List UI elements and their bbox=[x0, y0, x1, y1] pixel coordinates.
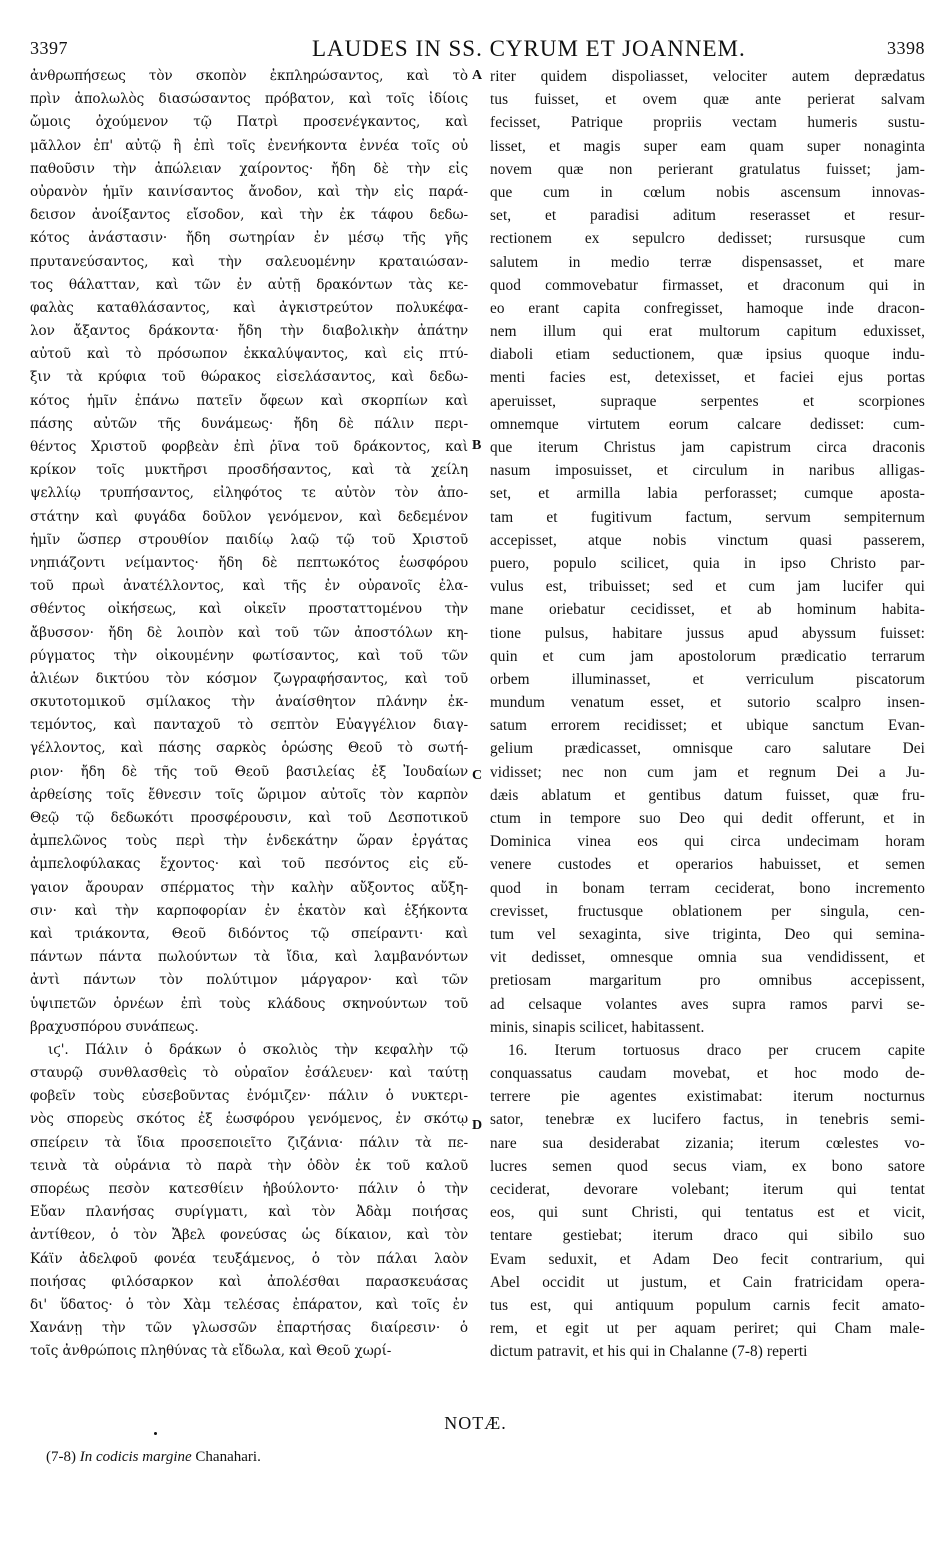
latin-text-line: eos, qui sunt Christi, qui tentatus est et vicit, bbox=[490, 1204, 925, 1222]
greek-text-line: πάντων πάντα πωλούντων τὰ ἴδια, καὶ λαμβανόντων bbox=[30, 949, 468, 966]
greek-text-line: τος θάλατταν, καὶ τῶν ἐν αὐτῇ δρακόντων τὰς κε- bbox=[30, 276, 468, 293]
latin-text-line: dictum patravit, et his qui in Chalanne (7-8) reperti bbox=[490, 1343, 808, 1361]
greek-text-line: ποιήσας φιλόσαρκον καὶ ἀπολέσθαι παρασκευάσας bbox=[30, 1273, 468, 1290]
latin-text-line: conquassatus caudam movebat, et hoc modo de- bbox=[490, 1065, 925, 1083]
footnote-text: Chanahari. bbox=[195, 1449, 261, 1465]
greek-text-line: Κάϊν ἀδελφοῦ φονέα τευξάμενος, ὁ τὸν πάλαι λαὸν bbox=[30, 1250, 468, 1267]
latin-text-line: tus est, qui antiquum populum carnis fecit amato- bbox=[490, 1296, 925, 1314]
latin-text-line: dæis ablatum et gentibus datum fuisset, quæ fru- bbox=[490, 786, 925, 804]
latin-text-line: Evam seduxit, et Adam Deo fecit contrarium, qui bbox=[490, 1250, 925, 1268]
latin-text-line: diaboli etiam seductionem, quæ ipsius quoque indu- bbox=[490, 346, 925, 364]
latin-text-line: gelium prædicasset, omnisque caro salutare Dei bbox=[490, 740, 925, 758]
latin-text-line: menti facies est, detexisset, et faciei ejus portas bbox=[490, 369, 925, 387]
latin-text-line: Abel occidit ut justum, et Cain fratricidam opera- bbox=[490, 1273, 925, 1291]
latin-text-line: tus fuisset, et ovem quæ ante perierat salvam bbox=[490, 91, 925, 109]
running-head bbox=[30, 36, 925, 66]
latin-text-line: ceciderat, devorare volebant; iterum qui tentat bbox=[490, 1181, 925, 1198]
right-page-number: 3398 bbox=[887, 38, 925, 58]
latin-text-column bbox=[490, 65, 925, 1364]
greek-text-line: αὐτοῦ καὶ τὸ πρόσωπον ἐκκαλύψαντος, καὶ εἰς πτύ- bbox=[30, 346, 468, 363]
greek-text-line: ἀντὶ πάντων τὸν πολύτιμον μάργαρον· καὶ τῶν bbox=[30, 972, 468, 989]
left-page-number: 3397 bbox=[30, 38, 68, 58]
latin-text-line: satum errorem recidisset; et ubique sanctum Evan- bbox=[490, 717, 925, 735]
latin-text-line: vulus est, tribuisset; sed et cum jam lucifer qui bbox=[490, 578, 925, 596]
greek-text-line: πρυτανεύσαντος, καὶ τὴν σαλευομένην κραταιώσαν- bbox=[30, 253, 468, 270]
latin-text-line: rem, et egit ut per aquam periret; qui Cham male- bbox=[490, 1320, 925, 1338]
latin-text-line: lisset, et magis super eam quam super nonaginta bbox=[490, 137, 925, 155]
greek-text-line: νηπιάζοντι νείμαντος· ἤδη δὲ πεπτωκότος ἑωσφόρου bbox=[30, 554, 468, 571]
latin-text-line: 16. Iterum tortuosus draco per crucem capite bbox=[508, 1041, 925, 1059]
latin-text-line: tam et fugitivum factum, servum sempiternum bbox=[490, 508, 925, 526]
latin-text-line: omnemque virtutem eorum calcare dedisset: cum- bbox=[490, 415, 925, 433]
greek-text-line: φοβεῖν τοὺς εὐσεβοῦντας ἐνόμιζεν· πάλιν ὁ νυκτερι- bbox=[30, 1088, 468, 1105]
latin-text-line: accepisset, atque nobis vinctum quasi passerem, bbox=[490, 531, 925, 549]
greek-text-line: ψελλίῳ τρυπήσαντος, εἰληφότος τε αὐτὸν τὸν ἀπο- bbox=[30, 485, 468, 502]
greek-text-line: θέντος Χριστοῦ φορβεὰν ἐπὶ ῥῖνα τοῦ δράκοντος, καὶ bbox=[30, 439, 468, 455]
margin-letter-b: B bbox=[472, 438, 482, 453]
latin-text-line: que cum in cœlum nobis ascensum innovas- bbox=[490, 183, 925, 201]
latin-text-line: tum vel sexaginta, sive triginta, Deo qui semina- bbox=[490, 925, 925, 943]
margin-letter-d: D bbox=[472, 1118, 483, 1133]
latin-text-line: aperuisset, supraque serpentes et scorpiones bbox=[490, 392, 925, 410]
greek-text-line: Εὔαν πλανήσας συρίγματι, καὶ τὸν Ἀδὰμ ποιήσας bbox=[30, 1204, 468, 1221]
greek-text-line: ἀμπελῶνος τοὺς περὶ τὴν ἑνδεκάτην ὥραν ἐργάτας bbox=[30, 833, 468, 850]
latin-text-line: Dominica vinea eos qui circa undecimam horam bbox=[490, 833, 925, 851]
greek-text-line: ἀμπελοφύλακας ἔχοντος· καὶ τοῦ πεσόντος εἰς εὔ- bbox=[30, 856, 468, 873]
greek-text-line: βραχυσπόρου συνάπεως. bbox=[30, 1018, 199, 1035]
greek-text-line: σκυτοτομικοῦ σμίλακος τὴν ἀναίσθητον πλάνην ἐκ- bbox=[30, 694, 468, 711]
greek-text-line: σθέντος οἰκήσεως, καὶ οἰκεῖν προσταττομένου τὴν bbox=[30, 601, 468, 618]
latin-text-line: quod in bonam terram ceciderat, bono incremento bbox=[490, 879, 925, 897]
latin-text-line: puero, populo scilicet, quia in ipso Christo par- bbox=[490, 554, 925, 572]
greek-text-line: οὐρανὸν ἡμῖν καινίσαντος ἄνοδον, καὶ τὴν εἰς παρά- bbox=[30, 183, 468, 200]
greek-text-line: μᾶλλον ἐπ' αὐτῷ ἢ ἐπὶ τοῖς ἐνενήκοντα ἐννέα τοῖς οὐ bbox=[30, 137, 468, 154]
greek-text-line: ριον· ἤδη δὲ τῆς τοῦ Θεοῦ βασιλείας ἐξ Ἰουδαίων bbox=[30, 763, 468, 780]
greek-text-line: ἀρθείσης τοῖς ἔθνεσιν τοῖς ὥριμον αὐτοῖς τὸν καρπὸν bbox=[30, 786, 468, 803]
greek-text-line: ἄβυσσον· ἤδη δὲ λοιπὸν καὶ τοῦ τῶν ἀποστόλων κη- bbox=[30, 624, 468, 641]
latin-text-line: quin et cum jam apostolorum prædicatio terrarum bbox=[490, 647, 925, 665]
latin-text-line: orbem illuminasset, et verriculum piscatorum bbox=[490, 670, 925, 688]
greek-text-line: ρύγματος τὴν οἰκουμένην φωτίσαντος, καὶ τοῦ τῶν bbox=[30, 647, 468, 664]
margin-letter-a: A bbox=[472, 68, 483, 83]
separator-dot bbox=[154, 1432, 157, 1435]
latin-text-line: crevisset, fructusque oblationem per singula, cen- bbox=[490, 902, 925, 920]
latin-text-line: tione pulsus, habitare jussus apud abyssum fuisset: bbox=[490, 624, 925, 642]
latin-text-line: eo erant capita confregisset, hamoque inde dracon- bbox=[490, 299, 925, 317]
latin-text-line: nem illum qui erat multorum capitum eduxisset, bbox=[490, 323, 925, 341]
greek-text-line: ἁλιέων δικτύου τὸν κόσμον ζωγραφήσαντος, καὶ τοῦ bbox=[30, 670, 468, 687]
greek-text-line: κότος ἡμῖν ἐπάνω πατεῖν ὄφεων καὶ σκορπίων καὶ bbox=[30, 392, 468, 409]
greek-text-line: δεισον ἀνοίξαντος εἴσοδον, καὶ τὴν ἐκ τάφου δεδω- bbox=[30, 207, 468, 224]
latin-text-line: tentare gestiebat; iterum draco qui sibilo suo bbox=[490, 1227, 925, 1245]
greek-text-line: καὶ τριάκοντα, Θεοῦ διδόντος τῷ σπείραντι· καὶ bbox=[30, 925, 468, 942]
running-title: LAUDES IN SS. CYRUM ET JOANNEM. bbox=[312, 36, 746, 61]
footnote bbox=[46, 1449, 261, 1466]
latin-text-line: lucres semen quod secus viam, ex bono satore bbox=[490, 1157, 925, 1175]
greek-text-line: ξιν τὰ κρύφια τοῦ θώρακος εἰσελάσαντος, καὶ δεδω- bbox=[30, 369, 468, 386]
greek-text-line: δι' ὕδατος· ὁ τὸν Χὰμ τελέσας ἐπάρατον, καὶ τοῖς ἐν bbox=[30, 1296, 468, 1313]
greek-text-line: κότος ἀνάστασιν· ἤδη σωτηρίαν ἐν μέσῳ τῆς γῆς bbox=[30, 230, 468, 247]
greek-text-line: Χανάνῃ τὴν τῶν γλωσσῶν ἐπαρτήσας διαίρεσιν· ὁ bbox=[30, 1320, 468, 1337]
latin-text-line: terrere pie agentes existimabat: iterum nocturnus bbox=[490, 1088, 925, 1106]
latin-text-line: venere custodes et operarios habuisset, et semen bbox=[490, 856, 925, 874]
greek-text-line: σπείρειν τὰ ἴδια προσεποιεῖτο ζιζάνια· πάλιν τὰ πε- bbox=[30, 1134, 468, 1151]
greek-text-line: τεμόντος, καὶ πανταχοῦ τὸ σεπτὸν Εὐαγγέλιον διαγ- bbox=[30, 717, 468, 734]
greek-text-line: ὤμοις ὀχούμενον τῷ Πατρὶ προσενέγκαντος, καὶ bbox=[30, 114, 468, 131]
latin-text-line: que iterum Christus jam capistrum circa draconis bbox=[490, 439, 925, 456]
greek-text-line: ὑψιπετῶν ὀρνέων ἐπὶ τοὺς κλάδους σκηνούντων τοῦ bbox=[30, 995, 468, 1012]
greek-text-line: νὸς σπορεὺς σκότος ἐξ ἑωσφόρου γενόμενος, ἐν σκότῳ bbox=[30, 1111, 468, 1128]
latin-text-line: novem quæ non perierant gratulatus fuisset; jam- bbox=[490, 160, 925, 178]
greek-text-line: τοῦ πρωὶ ἀνατέλλοντος, καὶ τῆς ἐν οὐρανοῖς ἐλα- bbox=[30, 578, 468, 595]
greek-text-line: πάσης αὐτῶν τῆς δυνάμεως· ἤδη δὲ πάλιν περι- bbox=[30, 415, 468, 432]
latin-text-line: mundum venatum esset, et sutorio scalpro insen- bbox=[490, 694, 925, 712]
latin-text-line: set, et armilla labia perforasset; cumque aposta- bbox=[490, 485, 925, 503]
latin-text-line: set, et paradisi aditum reserasset et resur- bbox=[490, 207, 925, 225]
greek-text-line: λον ἄξαντος δράκοντα· ἤδη τὴν διαβολικὴν ἀπάτην bbox=[30, 323, 468, 340]
latin-text-line: pretiosam margaritum pro omnibus accepissent, bbox=[490, 972, 925, 990]
latin-text-line: sator, tenebræ ex lucifero factus, in tenebris semi- bbox=[490, 1111, 925, 1129]
latin-text-line: rectionem ex sepulcro dedisset; rursusque cum bbox=[490, 230, 925, 248]
greek-text-line: γέλλοντος, καὶ πάσης σαρκὸς ὁρώσης Θεοῦ τὸ σωτή- bbox=[30, 740, 468, 757]
greek-text-line: ἀνθρωπήσεως τὸν σκοπὸν ἐκπληρώσαντος, καὶ τὸ bbox=[30, 68, 468, 84]
greek-text-line: φαλὰς καταθλάσαντος, καὶ ἀγκιστρεύτον πολυκέφα- bbox=[30, 299, 468, 316]
latin-text-line: riter quidem dispoliasset, velociter autem deprædatus bbox=[490, 68, 925, 85]
greek-text-line: παθοῦσιν τὴν ἀπώλειαν χαίροντος· ἤδη δὲ τὴν εἰς bbox=[30, 160, 468, 177]
greek-text-line: Θεῷ τῷ δεδωκότι προσφέρουσιν, καὶ τοῦ Δεσποτικοῦ bbox=[30, 810, 468, 826]
latin-text-line: quod commovebatur firmasset, et draconum qui in bbox=[490, 276, 925, 294]
latin-text-line: ad celsaque volantes aves supra ramos parvi se- bbox=[490, 995, 925, 1013]
latin-text-line: nare sua desiderabat zizania; iterum cœlestes vo- bbox=[490, 1134, 925, 1152]
greek-text-line: τοῖς ἀνθρώποις πληθύνας τὰ εἴδωλα, καὶ Θεοῦ χωρί- bbox=[30, 1343, 392, 1360]
greek-text-line: ιϛ'. Πάλιν ὁ δράκων ὁ σκολιὸς τὴν κεφαλὴν τῷ bbox=[48, 1041, 468, 1058]
greek-text-line: σπορέως πεσὸν κατεσθίειν ἠβούλοντο· πάλιν ὁ τὴν bbox=[30, 1181, 468, 1197]
greek-text-line: στάτην καὶ φυγάδα δοῦλον γενόμενον, καὶ δεδεμένον bbox=[30, 508, 468, 525]
latin-text-line: mane oriebatur cecidisset, et ab hominum habita- bbox=[490, 601, 925, 619]
greek-text-line: πρὶν ἀπολωλὸς διασώσαντος πρόβατον, καὶ τοῖς ἰδίοις bbox=[30, 91, 468, 108]
greek-text-line: κρίκον τοῖς μυκτῆρσι προσδήσαντος, καὶ τὰ χείλη bbox=[30, 462, 468, 479]
latin-text-line: vidisset; nec non cum jam et regnum Dei a Ju- bbox=[490, 763, 925, 781]
greek-text-line: τεινὰ τὰ οὐράνια τὸ παρὰ τὴν ὁδὸν ἐκ τοῦ καλοῦ bbox=[30, 1157, 468, 1174]
latin-text-line: minis, sinapis scilicet, habitassent. bbox=[490, 1018, 705, 1036]
footnote-italic-text: In codicis margine bbox=[79, 1449, 192, 1465]
latin-text-line: fecisset, Patrique propriis vectam humeris sustu- bbox=[490, 114, 925, 132]
greek-text-line: γαιον ἄρουραν σπέρματος τὴν καλὴν αὔξοντος αὔξη- bbox=[30, 879, 468, 896]
greek-text-line: σιν· καὶ τὴν καρποφορίαν ἐν ἑκατὸν καὶ ἑξήκοντα bbox=[30, 902, 468, 919]
greek-text-line: σταυρῷ συνθλασθεὶς τὸ οὐραῖον ἐσάλευεν· καὶ ταύτῃ bbox=[30, 1065, 468, 1082]
latin-text-line: salutem in medio terræ dispensasset, et mare bbox=[490, 253, 925, 271]
margin-letter-c: C bbox=[472, 768, 483, 783]
latin-text-line: nasum imposuisset, et circulum in naribus alligas- bbox=[490, 462, 925, 480]
footnote-ref: (7-8) bbox=[46, 1449, 76, 1465]
notes-heading: NOTÆ. bbox=[444, 1413, 507, 1433]
latin-text-line: ctum in tempore suo Deo qui dedit offerunt, et in bbox=[490, 810, 925, 827]
latin-text-line: vit dedisset, omnesque omnia sua vendidissent, et bbox=[490, 949, 925, 967]
greek-text-line: ἡμῖν ὥσπερ στρουθίον παιδίῳ λαῷ τῷ τοῦ Χριστοῦ bbox=[30, 531, 468, 548]
greek-text-column bbox=[30, 65, 468, 1364]
greek-text-line: ἀντίθεον, ὁ τὸν Ἄβελ φονεύσας ὡς δίκαιον, καὶ τὸν bbox=[30, 1227, 468, 1244]
